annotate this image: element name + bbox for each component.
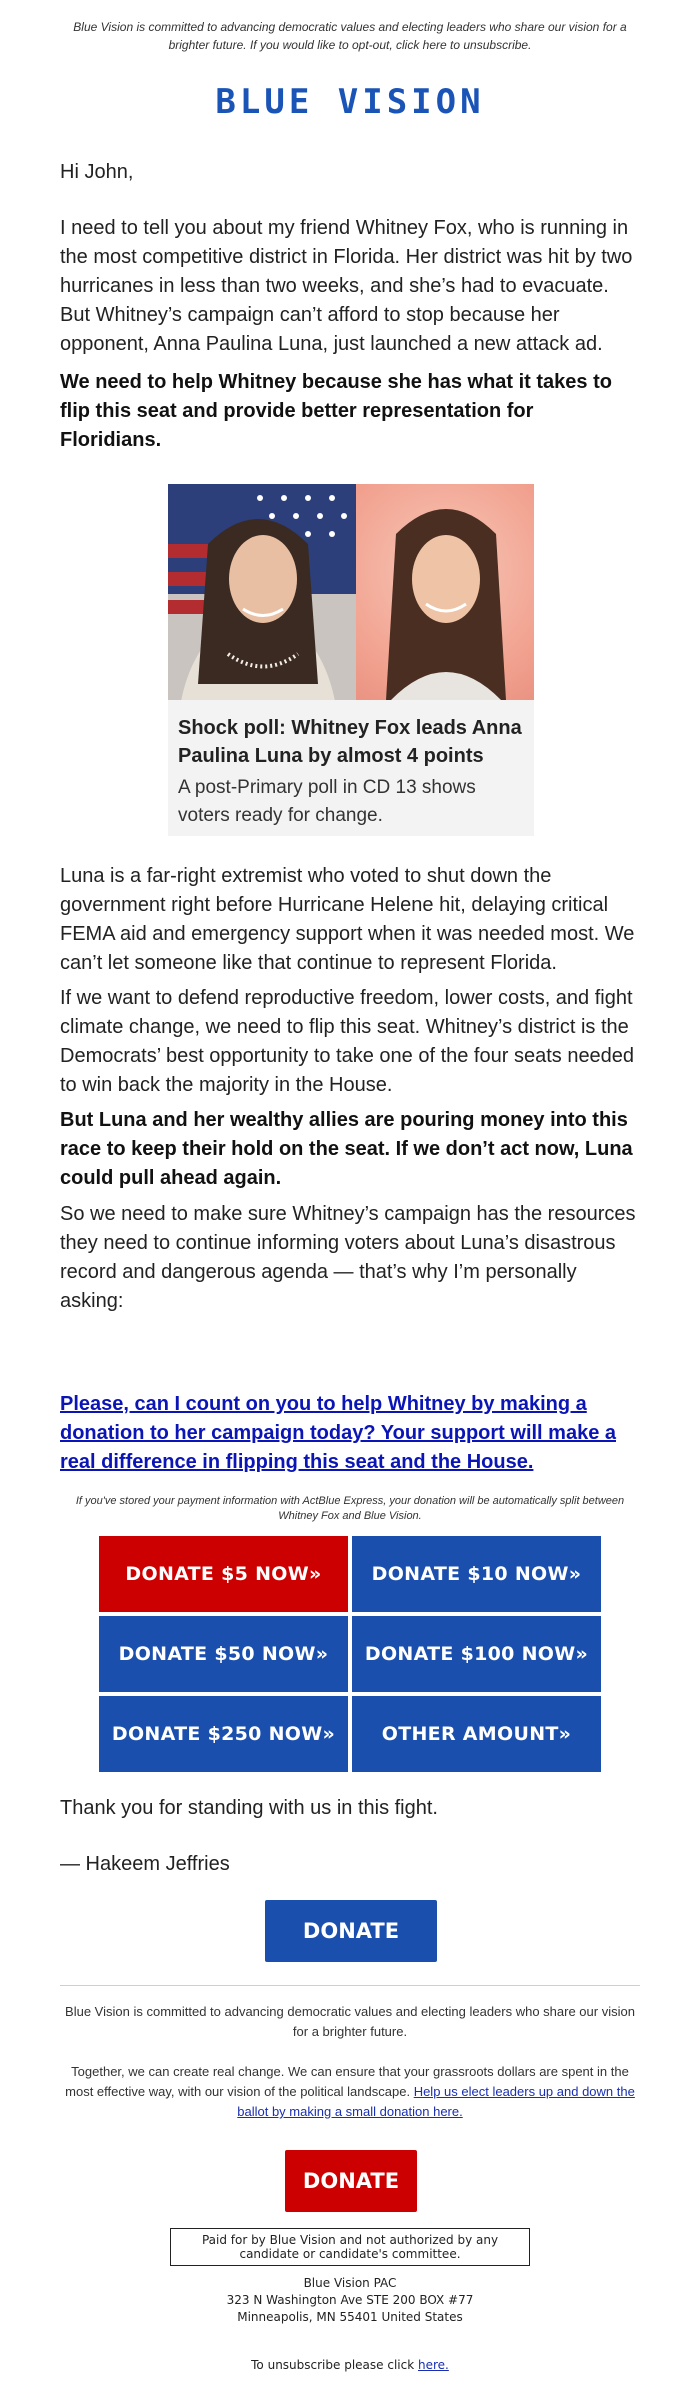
paragraph-bold-help: We need to help Whitney because she has what it takes to flip this seat and provide better representation for Floridians. (60, 371, 612, 451)
footer-divider (60, 1985, 640, 1986)
portrait-icon (356, 484, 534, 700)
unsubscribe-link[interactable]: here. (417, 2358, 449, 2372)
blue-vision-logo: BLUE VISION (215, 82, 485, 122)
paragraph-bold-allies: But Luna and her wealthy allies are pouring money into this race to keep their hold on the seat. If we don’t act now, Luna could pull ahead again. (60, 1109, 633, 1189)
donate-button-grid (99, 1536, 601, 1772)
footer-donate-link[interactable]: Help us elect leaders up and down the ballot by making a small donation here. (237, 2084, 635, 2119)
donate-10-button[interactable]: DONATE $10 NOW» (352, 1536, 601, 1612)
address-line-2: 323 N Washington Ave STE 200 BOX #77 (226, 2293, 474, 2307)
donate-100-button[interactable]: DONATE $100 NOW» (352, 1616, 601, 1692)
donate-other-amount-button[interactable]: OTHER AMOUNT» (352, 1696, 601, 1772)
unsubscribe-text: To unsubscribe please click (251, 2358, 415, 2372)
news-card[interactable] (168, 484, 534, 836)
card-title[interactable]: Shock poll: Whitney Fox leads Anna Paulina Luna by almost 4 points (178, 717, 522, 767)
signature: — Hakeem Jeffries (60, 1853, 230, 1875)
preheader[interactable] (60, 18, 640, 54)
actblue-split-note: If you've stored your payment information with ActBlue Express, your donation will be automatically split between Whitney Fox and Blue Vision. (75, 1495, 625, 1522)
photo-luna (168, 484, 356, 700)
address-line-3: Minneapolis, MN 55401 United States (237, 2310, 463, 2324)
photo-fox (356, 484, 534, 700)
greeting: Hi John, (60, 161, 134, 183)
footer-together (60, 2062, 640, 2122)
donate-250-button[interactable]: DONATE $250 NOW» (99, 1696, 348, 1772)
paragraph-luna: Luna is a far-right extremist who voted to shut down the government right before Hurricane Helene hit, delaying critical FEMA aid and emergency support when it was needed most. We can’t let someone like that continue to represent Florida. (60, 865, 635, 974)
donate-button[interactable]: DONATE (265, 1900, 437, 1962)
donate-50-button[interactable]: DONATE $50 NOW» (99, 1616, 348, 1692)
footer-together-text: Together, we can create real change. We can ensure that your grassroots dollars are spent in the most effective way, with our vision of the political landscape. (65, 2064, 629, 2099)
card-subtitle: A post-Primary poll in CD 13 shows voters ready for change. (178, 777, 476, 826)
donate-5-button[interactable]: DONATE $5 NOW» (99, 1536, 348, 1612)
paragraph-intro: I need to tell you about my friend Whitney Fox, who is running in the most competitive district in Florida. Her district was hit by two hurricanes in less than two weeks, and she’s had to evacuate. But Whitney’s campaign can’t afford to stop because her opponent, Anna Paulina Luna, just launched a new attack ad. (60, 217, 633, 355)
preheader-unsubscribe-link[interactable]: Blue Vision is committed to advancing democratic values and electing leaders who share our vision for a brighter future. If you would like to opt-out, click here to unsubscribe. (73, 20, 627, 52)
paragraph-resources: So we need to make sure Whitney’s campaign has the resources they need to continue informing voters about Luna’s disastrous record and dangerous agenda — that’s why I’m personally asking: (60, 1203, 636, 1312)
address-line-1: Blue Vision PAC (303, 2276, 397, 2290)
donation-ask-link[interactable]: Please, can I count on you to help Whitney by making a donation to her campaign today? Your support will make a real difference in flipping this seat and the House. (60, 1393, 616, 1473)
mailing-address (60, 2275, 640, 2326)
thanks-text: Thank you for standing with us in this fight. (60, 1797, 438, 1819)
flag-background-icon (168, 484, 356, 700)
candidates-photo (168, 484, 534, 700)
footer-mission: Blue Vision is committed to advancing democratic values and electing leaders who share our vision for a brighter future. (65, 2004, 635, 2039)
unsubscribe-line (60, 2358, 640, 2372)
footer-donate-button[interactable]: DONATE (285, 2150, 417, 2212)
paid-for-disclaimer: Paid for by Blue Vision and not authorized by any candidate or candidate's committee. (170, 2228, 530, 2266)
paragraph-flip-seat: If we want to defend reproductive freedom, lower costs, and fight climate change, we need to flip this seat. Whitney’s district is the Democrats’ best opportunity to take one of the four seats needed to win back the majority in the House. (60, 987, 635, 1096)
